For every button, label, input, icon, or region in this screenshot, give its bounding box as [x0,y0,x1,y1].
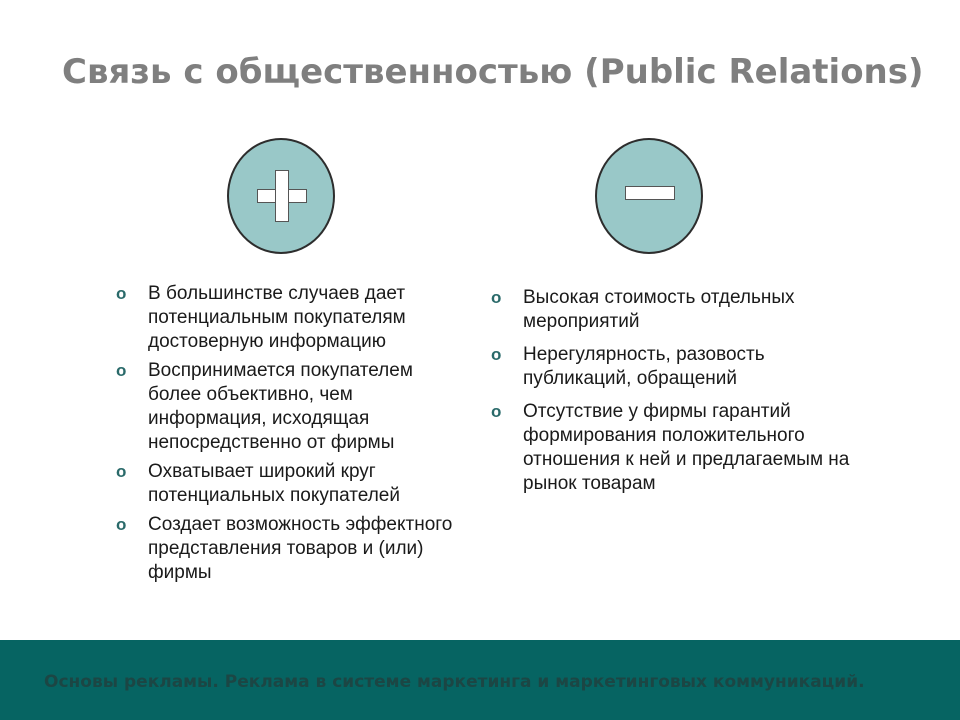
list-item [116,282,456,354]
bullet-icon: o [491,402,502,421]
pros-item-text: Охватывает широкий круг потенциальных покупателей [148,461,400,506]
slide-title: Связь с общественностью (Public Relations) [62,52,924,92]
plus-icon [227,138,335,254]
pros-item-text: Воспринимается покупателем более объективно, чем информация, исходящая непосредственно от фирмы [148,360,413,453]
pros-item-text: Создает возможность эффектного представления товаров и (или) фирмы [148,514,453,583]
bullet-icon: o [491,345,502,364]
bullet-icon: o [116,361,127,380]
minus-icon [595,138,703,254]
bullet-icon: o [116,462,127,481]
list-item [116,513,456,585]
bullet-icon: o [491,288,502,307]
list-item [491,343,851,391]
cons-list [491,286,851,505]
bullet-icon: o [116,284,127,303]
pros-list [116,282,456,590]
cons-item-text: Нерегулярность, разовость публикаций, обращений [523,344,765,389]
list-item [116,460,456,508]
cons-item-text: Отсутствие у фирмы гарантий формирования положительного отношения к ней и предлагаемым на рынок товарам [523,401,850,494]
bullet-icon: o [116,515,127,534]
footer-text: Основы рекламы. Реклама в системе маркетинга и маркетинговых коммуникаций. [44,672,865,692]
list-item [491,400,851,496]
list-item [491,286,851,334]
pros-item-text: В большинстве случаев дает потенциальным покупателям достоверную информацию [148,283,406,352]
list-item [116,359,456,455]
cons-item-text: Высокая стоимость отдельных мероприятий [523,287,795,332]
